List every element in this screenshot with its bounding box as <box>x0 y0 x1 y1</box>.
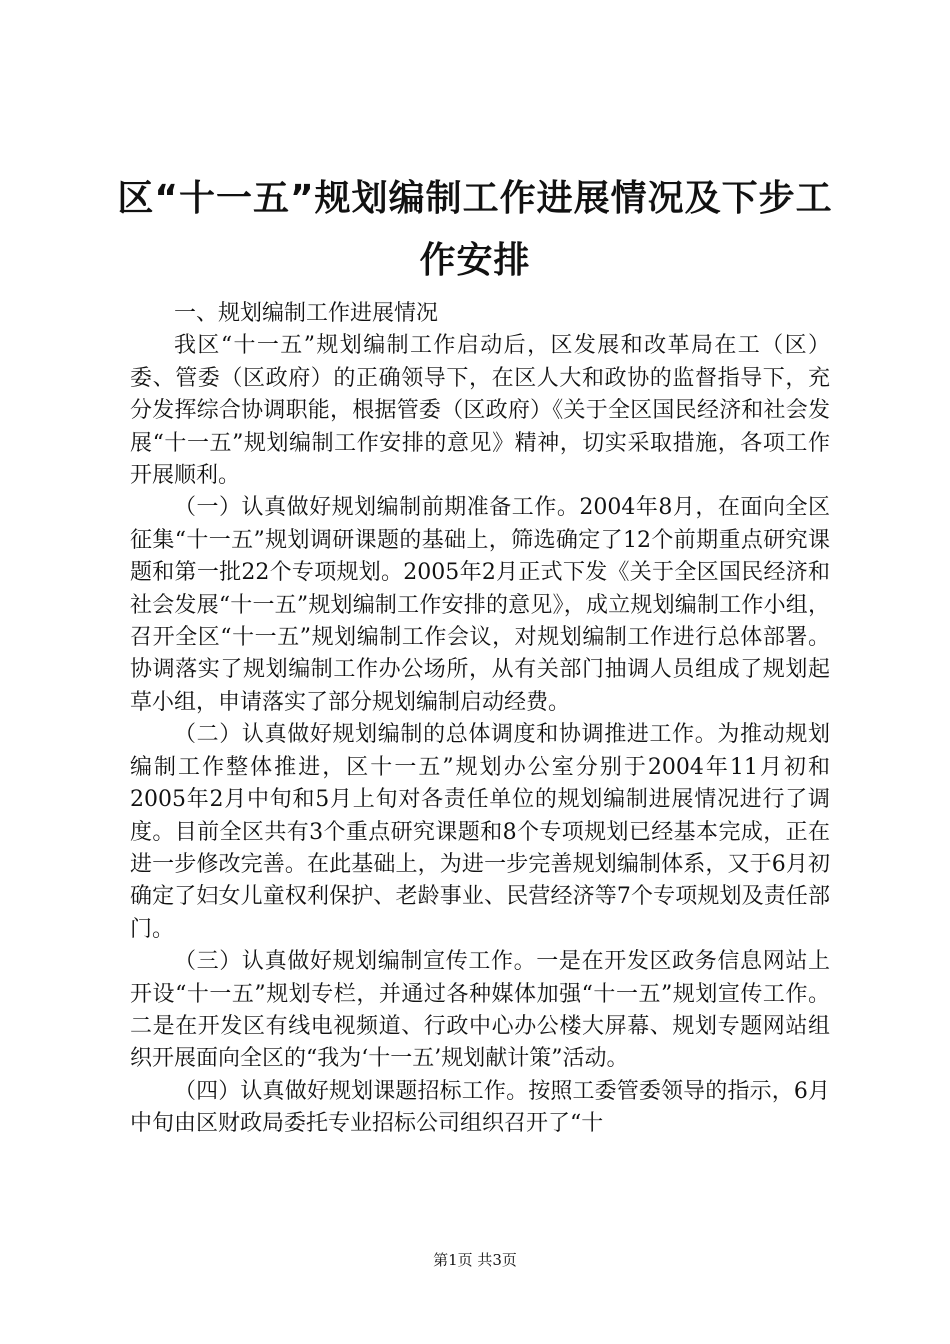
paragraph-item-4: （四）认真做好规划课题招标工作。按照工委管委领导的指示，6月中旬由区财政局委托专业招标公司组织召开了“十 <box>130 1078 830 1137</box>
paragraph-intro: 我区“十一五”规划编制工作启动后，区发展和改革局在工（区）委、管委（区政府）的正确领导下，在区人大和政协的监督指导下，充分发挥综合协调职能，根据管委（区政府）《关于全区国民经济和社会发展“十一五”规划编制工作安排的意见》精神，切实采取措施，各项工作开展顺利。 <box>130 333 830 489</box>
document-title: 区“十一五”规划编制工作进展情况及下步工作安排 <box>117 178 833 281</box>
paragraph-item-2: （二）认真做好规划编制的总体调度和协调推进工作。为推动规划编制工作整体推进，区十一五”规划办公室分别于2004年11月初和2005年2月中旬和5月上旬对各责任单位的规划编制进展情况进行了调度。目前全区共有3个重点研究课题和8个专项规划已经基本完成，正在进一步修改完善。在此基础上，为进一步完善规划编制体系，又于6月初确定了妇女儿童权利保护、老龄事业、民营经济等7个专项规划及责任部门。 <box>130 722 830 942</box>
document-body <box>130 298 830 1141</box>
page-footer: 第1页 共3页 <box>433 1251 517 1269</box>
paragraph-item-3: （三）认真做好规划编制宣传工作。一是在开发区政务信息网站上开设“十一五”规划专栏，并通过各种媒体加强“十一五”规划宣传工作。二是在开发区有线电视频道、行政中心办公楼大屏幕、规划专题网站组织开展面向全区的“我为‘十一五’规划献计策”活动。 <box>130 949 830 1072</box>
section-heading: 一、规划编制工作进展情况 <box>174 301 439 326</box>
paragraph-item-1: （一）认真做好规划编制前期准备工作。2004年8月，在面向全区征集“十一五”规划调研课题的基础上，筛选确定了12个前期重点研究课题和第一批22个专项规划。2005年2月正式下发《关于全区国民经济和社会发展“十一五”规划编制工作安排的意见》，成立规划编制工作小组，召开全区“十一五”规划编制工作会议，对规划编制工作进行总体部署。协调落实了规划编制工作办公场所，从有关部门抽调人员组成了规划起草小组，申请落实了部分规划编制启动经费。 <box>130 495 830 715</box>
